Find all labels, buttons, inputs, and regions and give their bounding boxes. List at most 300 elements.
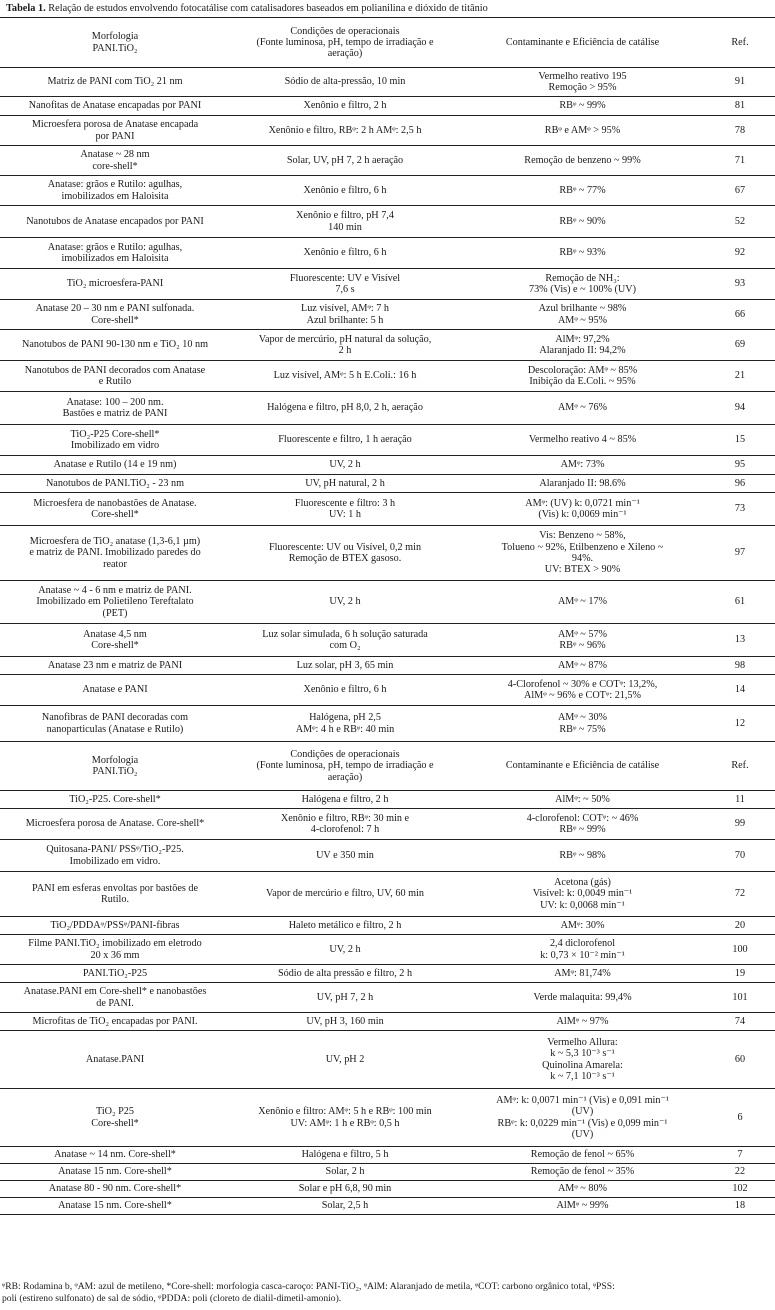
cell-efficiency <box>460 791 705 809</box>
cell-ref: 99 <box>705 809 775 840</box>
cell-morphology <box>0 456 230 475</box>
cell-conditions <box>230 1164 460 1181</box>
cell-morphology <box>0 1147 230 1164</box>
footnote-line-1: ᵠRB: Rodamina b, ᵠAM: azul de metileno, *Core-shell: morfologia casca-caroço: PANI-TiO₂, ᵠAlM: Alaranjado de metila, ᵠCOT: carbono orgânico total, ᵠPSS: <box>2 1281 615 1292</box>
cell-line: RBᵠ ~ 93% <box>559 247 606 259</box>
cell-conditions <box>230 176 460 206</box>
cell-line: UV, pH 3, 160 min <box>306 1015 384 1027</box>
cell-efficiency <box>460 97 705 116</box>
cell-line: UV, 2 h <box>329 459 361 471</box>
cell-ref: 72 <box>705 872 775 917</box>
cell-conditions <box>230 1089 460 1147</box>
header-morphology: Morfologia PANI.TiO₂ <box>0 742 230 791</box>
cell-line: AMᵠ ~ 57% <box>557 628 608 640</box>
cell-line: PANI em esferas envoltas por bastões de <box>32 882 198 894</box>
cell-efficiency <box>460 1089 705 1147</box>
cell-line: Xenônio e filtro, 6 h <box>303 184 387 196</box>
cell-morphology <box>0 872 230 917</box>
cell-line: Microesfera porosa de Anatase. Core-shell* <box>25 818 205 830</box>
cell-line: AlMᵠ: ~ 50% <box>555 793 610 805</box>
cell-conditions <box>230 791 460 809</box>
cell-line: e matriz de PANI. Imobilizado paredes do <box>29 547 201 559</box>
cell-line: Microesfera de nanobastões de Anatase. <box>33 497 197 509</box>
footnote-line-2: poli (estireno sulfonato) de sal de sódio, ᵠPDDA: poli (cloreto de dialil-dimetil-amonio). <box>2 1293 342 1304</box>
cell-efficiency <box>460 657 705 675</box>
cell-line: AMᵠ ~ 30% <box>557 712 608 724</box>
cell-line: UV, pH 2 <box>325 1053 365 1065</box>
cell-ref: 101 <box>705 983 775 1013</box>
cell-line: Quinolina Amarela: <box>542 1059 623 1071</box>
table-caption <box>6 3 770 15</box>
cell-line: AMᵠ: 81,74% <box>554 967 611 979</box>
cell-line: Luz solar, pH 3, 65 min <box>296 659 394 671</box>
cell-line: Anatase 15 nm. Core-shell* <box>58 1200 172 1212</box>
cell-efficiency <box>460 330 705 361</box>
cell-efficiency <box>460 935 705 965</box>
cell-line: 94%. <box>571 553 594 564</box>
cell-line: Anatase.PANI em Core-shell* e nanobastões <box>23 986 207 998</box>
cell-efficiency <box>460 116 705 146</box>
cell-line: Xenônio e filtro, 2 h <box>303 100 387 112</box>
cell-line: TiO₂ microesfera-PANI <box>66 278 164 290</box>
cell-line: TiO₂-P25 Core-shell* <box>70 428 160 440</box>
cell-line: Rutilo. <box>100 894 130 905</box>
cell-conditions <box>230 917 460 935</box>
cell-line: Vermelho reativo 195 <box>538 70 627 82</box>
cell-ref: 11 <box>705 791 775 809</box>
cell-ref: 96 <box>705 475 775 493</box>
table-row <box>0 425 775 456</box>
cell-efficiency <box>460 706 705 742</box>
cell-line: nanoparticulas (Anatase e Rutilo) <box>46 723 184 735</box>
cell-ref: 92 <box>705 238 775 269</box>
table-row <box>0 1181 775 1198</box>
table-row <box>0 581 775 624</box>
table-header-repeat <box>0 742 775 791</box>
cell-ref: 66 <box>705 300 775 330</box>
caption-text: Relação de estudos envolvendo fotocatálise com catalisadores baseados em polianilina e dióxido de titânio <box>48 3 488 14</box>
cell-efficiency <box>460 1031 705 1089</box>
cell-ref: 95 <box>705 456 775 475</box>
cell-line: Filme PANI.TiO₂ imobilizado em eletrodo <box>28 938 202 950</box>
cell-conditions <box>230 269 460 300</box>
cell-line: AlMᵠ ~ 99% <box>556 1200 609 1212</box>
table-row <box>0 706 775 742</box>
cell-line: AMᵠ ~ 17% <box>557 596 608 608</box>
table-row <box>0 935 775 965</box>
cell-line: Solar, UV, pH 7, 2 h aeração <box>286 154 404 166</box>
cell-morphology <box>0 116 230 146</box>
cell-line: Core-shell* <box>91 509 139 520</box>
cell-efficiency <box>460 475 705 493</box>
cell-line: (UV) <box>571 1128 594 1140</box>
cell-line: Xenônio e filtro: AMᵠ: 5 h e RBᵠ: 100 min <box>258 1106 432 1118</box>
cell-efficiency <box>460 675 705 706</box>
cell-conditions <box>230 706 460 742</box>
cell-conditions <box>230 1198 460 1215</box>
cell-morphology <box>0 269 230 300</box>
cell-line: RBᵠ ~ 90% <box>559 215 606 227</box>
cell-ref: 71 <box>705 146 775 176</box>
cell-line: Quitosana-PANI/ PSSᵠ/TiO₂-P25. <box>46 844 184 856</box>
cell-line: Fluorescente: UV e Visível <box>289 272 401 284</box>
table-row <box>0 392 775 425</box>
cell-line: Anatase 4,5 nm <box>83 628 147 640</box>
cell-ref: 18 <box>705 1198 775 1215</box>
cell-line: Remoção > 95% <box>548 82 617 93</box>
cell-morphology <box>0 840 230 872</box>
cell-line: Vermelho Allura: <box>547 1036 618 1048</box>
table-row <box>0 456 775 475</box>
cell-line: k ~ 5,3 10⁻³ s⁻¹ <box>550 1048 615 1060</box>
cell-line: Xenônio e filtro, RBᵠ: 30 min e <box>280 812 410 824</box>
cell-ref: 70 <box>705 840 775 872</box>
cell-morphology <box>0 624 230 657</box>
cell-line: Alaranjado II: 98.6% <box>539 477 626 489</box>
cell-line: Verde malaquita: 99,4% <box>533 991 632 1003</box>
cell-line: Fluorescente e filtro, 1 h aeração <box>278 434 412 446</box>
cell-line: Anatase 20 – 30 nm e PANI sulfonada. <box>35 303 195 315</box>
cell-line: Fluorescente e filtro: 3 h <box>294 497 396 509</box>
cell-line: 2 h <box>338 345 352 356</box>
cell-efficiency <box>460 269 705 300</box>
cell-efficiency <box>460 493 705 526</box>
cell-efficiency <box>460 425 705 456</box>
cell-line: reator <box>103 558 127 570</box>
table-row <box>0 1089 775 1147</box>
cell-line: imobilizados em Haloisita <box>61 190 169 202</box>
cell-line: Remoção de fenol ~ 65% <box>530 1149 635 1161</box>
cell-conditions <box>230 983 460 1013</box>
cell-line: RBᵠ ~ 98% <box>559 849 606 861</box>
cell-efficiency <box>460 1181 705 1198</box>
table-row <box>0 361 775 392</box>
cell-ref: 97 <box>705 526 775 581</box>
cell-line: 140 min <box>328 221 362 233</box>
cell-efficiency <box>460 809 705 840</box>
table-row <box>0 657 775 675</box>
table-row <box>0 624 775 657</box>
cell-efficiency <box>460 624 705 657</box>
cell-line: Remoção de BTEX gasoso. <box>288 553 402 564</box>
table-row <box>0 872 775 917</box>
cell-line: Microfitas de TiO₂ encapadas por PANI. <box>32 1015 198 1027</box>
cell-efficiency <box>460 983 705 1013</box>
cell-line: Descoloração: AMᵠ ~ 85% <box>527 364 638 376</box>
cell-efficiency <box>460 526 705 581</box>
cell-conditions <box>230 624 460 657</box>
cell-line: Anatase 80 - 90 nm. Core-shell* <box>48 1183 182 1195</box>
cell-line: Remoção de NH₃: <box>545 272 620 284</box>
cell-line: Nanotubos de PANI decorados com Anatase <box>24 364 206 376</box>
cell-conditions <box>230 872 460 917</box>
cell-line: (PET) <box>102 607 128 619</box>
cell-line: AMᵠ ~ 76% <box>557 402 608 414</box>
cell-line: AMᵠ: (UV) k: 0,0721 min⁻¹ <box>525 497 640 509</box>
cell-ref: 93 <box>705 269 775 300</box>
cell-line: AlMᵠ ~ 96% e COTᵠ: 21,5% <box>523 690 642 701</box>
cell-line: Vis: Benzeno ~ 58%, <box>539 530 626 542</box>
cell-conditions <box>230 935 460 965</box>
cell-ref: 6 <box>705 1089 775 1147</box>
cell-line: 4-clorofenol: 7 h <box>310 824 380 835</box>
table-row <box>0 176 775 206</box>
cell-conditions <box>230 840 460 872</box>
repeated-header <box>0 742 775 791</box>
cell-morphology <box>0 330 230 361</box>
cell-conditions <box>230 392 460 425</box>
table-row <box>0 269 775 300</box>
table-row <box>0 840 775 872</box>
cell-efficiency <box>460 1147 705 1164</box>
cell-line: Bastões e matriz de PANI <box>62 408 168 419</box>
cell-efficiency <box>460 872 705 917</box>
cell-line: Azul brilhante ~ 98% <box>538 303 627 315</box>
table-row <box>0 526 775 581</box>
studies-table <box>0 17 775 1215</box>
cell-line: Remoção de fenol ~ 35% <box>530 1166 635 1178</box>
cell-efficiency <box>460 1164 705 1181</box>
cell-line: Solar, 2 h <box>325 1166 365 1178</box>
cell-ref: 52 <box>705 206 775 238</box>
cell-line: Anatase ~ 14 nm. Core-shell* <box>54 1149 176 1161</box>
cell-line: Anatase ~ 4 - 6 nm e matriz de PANI. <box>38 585 192 597</box>
cell-line: Anatase: 100 – 200 nm. <box>66 396 164 408</box>
cell-line: Sódio de alta pressão e filtro, 2 h <box>277 967 413 979</box>
cell-line: Anatase 23 nm e matriz de PANI <box>47 659 183 671</box>
footnote <box>2 1281 774 1305</box>
cell-ref: 94 <box>705 392 775 425</box>
cell-conditions <box>230 300 460 330</box>
cell-line: RBᵠ ~ 99% <box>559 824 606 835</box>
cell-line: Imobilizado em vidro. <box>69 855 161 867</box>
cell-line: AMᵠ: k: 0,0071 min⁻¹ (Vis) e 0,091 min⁻¹ <box>496 1094 669 1106</box>
cell-morphology <box>0 1181 230 1198</box>
cell-ref: 98 <box>705 657 775 675</box>
cell-efficiency <box>460 456 705 475</box>
cell-morphology <box>0 238 230 269</box>
table-row <box>0 493 775 526</box>
cell-morphology <box>0 1198 230 1215</box>
cell-conditions <box>230 581 460 624</box>
cell-ref: 100 <box>705 935 775 965</box>
cell-ref: 12 <box>705 706 775 742</box>
cell-morphology <box>0 425 230 456</box>
cell-morphology <box>0 675 230 706</box>
cell-line: PANI.TiO₂-P25 <box>82 967 148 979</box>
cell-line: com O₂ <box>329 640 361 651</box>
cell-efficiency <box>460 581 705 624</box>
cell-morphology <box>0 706 230 742</box>
table-row <box>0 475 775 493</box>
cell-line: UV, pH 7, 2 h <box>316 991 374 1003</box>
table-row <box>0 330 775 361</box>
cell-conditions <box>230 425 460 456</box>
table-row <box>0 1164 775 1181</box>
cell-ref: 60 <box>705 1031 775 1089</box>
table-row <box>0 791 775 809</box>
table-row <box>0 809 775 840</box>
cell-efficiency <box>460 392 705 425</box>
cell-efficiency <box>460 300 705 330</box>
cell-efficiency <box>460 176 705 206</box>
table-row <box>0 146 775 176</box>
cell-line: 73% (Vis) e ~ 100% (UV) <box>528 284 637 295</box>
cell-line: Luz visível, AMᵠ: 7 h <box>300 303 390 315</box>
cell-line: Luz visível, AMᵠ: 5 h E.Coli.: 16 h <box>273 370 417 382</box>
cell-line: AMᵠ ~ 95% <box>557 314 608 326</box>
cell-morphology <box>0 657 230 675</box>
cell-line: AMᵠ: 73% <box>560 459 605 471</box>
cell-ref: 69 <box>705 330 775 361</box>
cell-efficiency <box>460 68 705 97</box>
cell-conditions <box>230 809 460 840</box>
cell-morphology <box>0 361 230 392</box>
header-ref: Ref. <box>705 18 775 68</box>
cell-line: AMᵠ: 30% <box>560 919 605 931</box>
cell-line: Nanofibras de PANI decoradas com <box>41 712 189 724</box>
cell-conditions <box>230 1147 460 1164</box>
cell-line: UV e 350 min <box>316 849 374 861</box>
cell-morphology <box>0 68 230 97</box>
cell-line: Xenônio e filtro, RBᵠ: 2 h AMᵠ: 2,5 h <box>268 124 422 136</box>
cell-line: Anatase e Rutilo (14 e 19 nm) <box>53 459 177 471</box>
cell-line: Halógena e filtro, pH 8,0, 2 h, aeração <box>267 402 423 414</box>
cell-ref: 19 <box>705 965 775 983</box>
cell-morphology <box>0 1031 230 1089</box>
cell-conditions <box>230 526 460 581</box>
table-body-part2 <box>0 791 775 1215</box>
cell-morphology <box>0 176 230 206</box>
cell-line: Visível: k: 0,0049 min⁻¹ <box>532 888 633 900</box>
cell-conditions <box>230 238 460 269</box>
cell-line: UV, pH natural, 2 h <box>305 477 385 489</box>
header-ref: Ref. <box>705 742 775 791</box>
cell-morphology <box>0 1089 230 1147</box>
cell-line: Microesfera de TiO₂ anatase (1,3-6,1 µm) <box>29 536 201 548</box>
cell-efficiency <box>460 965 705 983</box>
cell-ref: 78 <box>705 116 775 146</box>
cell-morphology <box>0 917 230 935</box>
cell-morphology <box>0 1164 230 1181</box>
cell-line: Nanotubos de PANI.TiO₂ - 23 nm <box>45 477 185 489</box>
cell-line: 20 x 36 mm <box>90 949 140 961</box>
cell-line: Nanofitas de Anatase encapadas por PANI <box>28 100 202 112</box>
table-row <box>0 983 775 1013</box>
cell-ref: 14 <box>705 675 775 706</box>
cell-line: UV, 2 h <box>329 943 361 955</box>
cell-morphology <box>0 475 230 493</box>
cell-line: Fluorescente: UV ou Visível, 0,2 min <box>268 541 422 553</box>
cell-line: TiO₂-P25. Core-shell* <box>69 793 161 805</box>
cell-line: (Vis) k: 0,0069 min⁻¹ <box>538 509 627 520</box>
table-row <box>0 1147 775 1164</box>
cell-line: Core-shell* <box>91 314 139 326</box>
cell-morphology <box>0 965 230 983</box>
cell-line: RBᵠ ~ 77% <box>559 184 606 196</box>
cell-line: Core-shell* <box>91 640 139 651</box>
table-header <box>0 18 775 68</box>
table-row <box>0 1198 775 1215</box>
table-row <box>0 675 775 706</box>
cell-line: Inibição da E.Coli. ~ 95% <box>529 376 636 387</box>
cell-conditions <box>230 68 460 97</box>
cell-line: Azul brilhante: 5 h <box>306 314 384 326</box>
cell-line: Nanotubos de PANI 90-130 nm e TiO₂ 10 nm <box>22 339 208 351</box>
cell-conditions <box>230 1031 460 1089</box>
cell-ref: 22 <box>705 1164 775 1181</box>
cell-line: Acetona (gás) <box>554 877 611 889</box>
cell-efficiency <box>460 361 705 392</box>
cell-ref: 13 <box>705 624 775 657</box>
cell-morphology <box>0 1013 230 1031</box>
cell-line: Alaranjado II: 94,2% <box>539 345 626 356</box>
header-contaminant: Contaminante e Eficiência de catálise <box>460 742 705 791</box>
cell-morphology <box>0 493 230 526</box>
cell-line: Vapor de mercúrio e filtro, UV, 60 min <box>266 888 424 900</box>
cell-line: Xenônio e filtro, 6 h <box>303 247 387 259</box>
cell-ref: 102 <box>705 1181 775 1198</box>
header-contaminant: Contaminante e Eficiência de catálise <box>460 18 705 68</box>
header-conditions: Condições de operacionais (Fonte luminosa, pH, tempo de irradiação e aeração) <box>230 742 460 791</box>
cell-conditions <box>230 1181 460 1198</box>
cell-line: Vermelho reativo 4 ~ 85% <box>528 434 637 446</box>
cell-line: RBᵠ ~ 99% <box>559 100 606 112</box>
cell-morphology <box>0 581 230 624</box>
table-row <box>0 1031 775 1089</box>
cell-morphology <box>0 809 230 840</box>
cell-line: UV: 1 h <box>328 509 362 520</box>
cell-line: Anatase: grãos e Rutilo: agulhas, <box>47 241 183 253</box>
cell-line: Nanotubos de Anatase encapados por PANI <box>26 215 204 227</box>
cell-ref: 15 <box>705 425 775 456</box>
cell-morphology <box>0 392 230 425</box>
table-row <box>0 965 775 983</box>
cell-line: Halógena e filtro, 5 h <box>301 1149 389 1161</box>
cell-line: core-shell* <box>92 160 138 172</box>
table-row <box>0 116 775 146</box>
cell-line: AMᵠ ~ 80% <box>557 1183 608 1195</box>
cell-conditions <box>230 657 460 675</box>
cell-line: e Rutilo <box>98 376 132 387</box>
cell-line: Anatase 15 nm. Core-shell* <box>58 1166 172 1178</box>
cell-line: Halógena, pH 2,5 <box>309 712 381 724</box>
cell-line: RBᵠ e AMᵠ > 95% <box>544 124 621 136</box>
cell-line: TiO₂ P25 <box>95 1106 134 1118</box>
caption-label: Tabela 1. <box>6 3 46 14</box>
cell-morphology <box>0 97 230 116</box>
cell-line: Halógena e filtro, 2 h <box>301 793 389 805</box>
cell-line: RBᵠ: k: 0,0229 min⁻¹ (Vis) e 0,099 min⁻¹ <box>497 1117 668 1129</box>
cell-line: AMᵠ: 4 h e RBᵠ: 40 min <box>295 723 395 735</box>
cell-line: UV: BTEX > 90% <box>544 564 621 576</box>
cell-line: imobilizados em Haloisita <box>61 253 169 264</box>
cell-ref: 81 <box>705 97 775 116</box>
cell-conditions <box>230 965 460 983</box>
cell-line: Tolueno ~ 92%, Etilbenzeno e Xileno ~ <box>501 541 664 553</box>
cell-line: Microesfera porosa de Anatase encapada <box>31 119 199 131</box>
cell-conditions <box>230 361 460 392</box>
cell-line: Anatase: grãos e Rutilo: agulhas, <box>47 179 183 191</box>
cell-line: Solar, 2,5 h <box>321 1200 369 1212</box>
cell-efficiency <box>460 840 705 872</box>
cell-ref: 67 <box>705 176 775 206</box>
cell-conditions <box>230 330 460 361</box>
cell-line: por PANI <box>95 130 135 142</box>
cell-line: Xenônio e filtro, 6 h <box>303 684 387 696</box>
cell-conditions <box>230 1013 460 1031</box>
table-row <box>0 206 775 238</box>
